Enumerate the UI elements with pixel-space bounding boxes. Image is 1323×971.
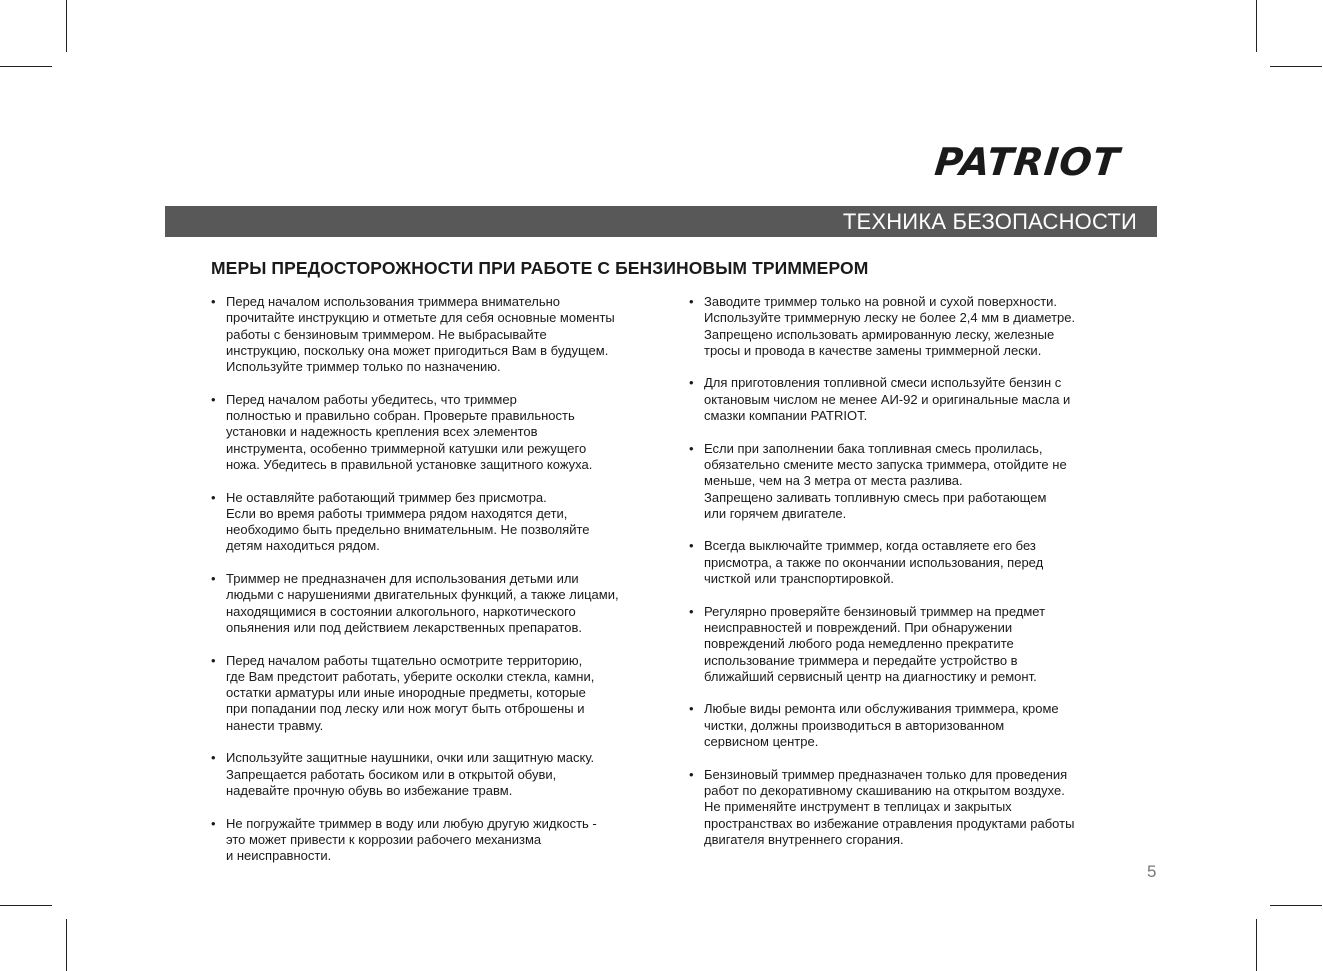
- list-item-text-line: Если при заполнении бака топливная смесь пролилась,: [704, 440, 1043, 456]
- list-item-text-line: опьянения или под действием лекарственных препаратов.: [226, 619, 582, 635]
- list-item-text-line: октановым числом не менее АИ-92 и оригинальные масла и: [704, 391, 1071, 407]
- list-item-text-line: остатки арматуры или иные инородные предметы, которые: [226, 685, 586, 701]
- list-item-text-line: Если во время работы триммера рядом находятся дети,: [226, 505, 568, 521]
- safety-list-item: [211, 816, 661, 865]
- list-item-text-line: тросы и провода в качестве замены триммерной лески.: [704, 342, 1042, 358]
- list-item-text-line: нанести травму.: [226, 717, 324, 733]
- safety-list-item: [211, 490, 661, 555]
- bullet-icon: •: [211, 294, 216, 309]
- bullet-icon: •: [689, 701, 694, 717]
- safety-list-item: [211, 294, 661, 375]
- list-item-text-line: ножа. Убедитесь в правильной установке защитного кожуха.: [226, 456, 593, 472]
- safety-list-item: [689, 294, 1119, 359]
- bullet-icon: •: [689, 538, 694, 554]
- crop-mark: [1270, 66, 1322, 67]
- page-heading: МЕРЫ ПРЕДОСТОРОЖНОСТИ ПРИ РАБОТЕ С БЕНЗИНОВЫМ ТРИММЕРОМ: [211, 258, 869, 278]
- list-item-text-line: необходимо быть предельно внимательным. Не позволяйте: [226, 522, 590, 538]
- list-item-text-line: ближайший сервисный центр на диагностику и ремонт.: [704, 668, 1037, 684]
- list-item-text-line: Всегда выключайте триммер, когда оставляете его без: [704, 538, 1036, 554]
- list-item-text-line: чисткой или транспортировкой.: [704, 571, 894, 587]
- bullet-icon: •: [211, 652, 216, 668]
- list-item-text-line: Заводите триммер только на ровной и сухой поверхности.: [704, 294, 1058, 309]
- list-item-text-line: Триммер не предназначен для использования детьми или: [226, 571, 579, 587]
- list-item-text-line: двигателя внутреннего сгорания.: [704, 831, 904, 847]
- bullet-icon: •: [689, 766, 694, 782]
- list-item-text-line: находящимися в состоянии алкогольного, наркотического: [226, 603, 576, 619]
- crop-mark: [0, 66, 52, 67]
- list-item-text-line: Перед началом использования триммера внимательно: [226, 294, 561, 309]
- list-item-text-line: полностью и правильно собран. Проверьте правильность: [226, 408, 575, 424]
- safety-list-item: [689, 767, 1119, 848]
- bullet-icon: •: [211, 489, 216, 505]
- list-item-text-line: Запрещено заливать топливную смесь при работающем: [704, 489, 1047, 505]
- list-item-text-line: работ по декоративному скашиванию на открытом воздухе.: [704, 782, 1065, 798]
- crop-mark: [1270, 905, 1322, 906]
- list-item-text-line: инструкцию, поскольку она может пригодиться Вам в будущем.: [226, 342, 609, 358]
- list-item-text-line: чистки, должны производиться в авторизованном: [704, 717, 1005, 733]
- list-item-text-line: Для приготовления топливной смеси используйте бензин с: [704, 375, 1062, 391]
- crop-mark: [1256, 0, 1257, 52]
- list-item-text-line: сервисном центре.: [704, 734, 819, 750]
- list-item-text-line: присмотра, а также по окончании использования, перед: [704, 554, 1044, 570]
- bullet-icon: •: [211, 750, 216, 766]
- bullet-icon: •: [689, 375, 694, 391]
- list-item-text-line: неисправностей и повреждений. При обнаружении: [704, 619, 1013, 635]
- list-item-text-line: работы с бензиновым триммером. Не выбрасывайте: [226, 326, 547, 342]
- list-item-text-line: Регулярно проверяйте бензиновый триммер на предмет: [704, 603, 1046, 619]
- list-item-text-line: Любые виды ремонта или обслуживания триммера, кроме: [704, 701, 1059, 717]
- bullet-icon: •: [211, 391, 216, 407]
- list-item-text-line: Бензиновый триммер предназначен только для проведения: [704, 766, 1068, 782]
- list-item-text-line: установки и надежность крепления всех элементов: [226, 424, 538, 440]
- list-item-text-line: Перед началом работы тщательно осмотрите территорию,: [226, 652, 583, 668]
- bullet-icon: •: [211, 815, 216, 831]
- crop-mark: [66, 0, 67, 52]
- safety-list-item: [211, 653, 661, 734]
- list-item-text-line: надевайте прочную обувь во избежание травм.: [226, 782, 513, 798]
- list-item-text-line: меньше, чем на 3 метра от места разлива.: [704, 473, 963, 489]
- bullet-icon: •: [211, 571, 216, 587]
- list-item-text-line: Используйте триммер только по назначению.: [226, 359, 501, 375]
- page-number: 5: [1147, 862, 1157, 881]
- safety-list-item: [689, 375, 1119, 424]
- brand-logo: PATRIOT: [933, 140, 1123, 184]
- crop-mark: [1256, 919, 1257, 971]
- list-item-text-line: и неисправности.: [226, 848, 332, 864]
- list-item-text-line: это может привести к коррозии рабочего механизма: [226, 831, 542, 847]
- safety-list-item: [689, 604, 1119, 685]
- crop-mark: [66, 919, 67, 971]
- list-item-text-line: Используйте защитные наушники, очки или защитную маску.: [226, 750, 595, 766]
- list-item-text-line: Используйте триммерную леску не более 2,4 мм в диаметре.: [704, 310, 1076, 326]
- bullet-icon: •: [689, 440, 694, 456]
- list-item-text-line: повреждений любого рода немедленно прекратите: [704, 636, 1014, 652]
- list-item-text-line: людьми с нарушениями двигательных функций, а также лицами,: [226, 587, 619, 603]
- safety-list-item: [689, 701, 1119, 750]
- safety-list-item: [211, 750, 661, 799]
- safety-list-item: [689, 441, 1119, 522]
- crop-mark: [0, 905, 52, 906]
- list-item-text-line: Не погружайте триммер в воду или любую другую жидкость -: [226, 815, 597, 831]
- list-item-text-line: инструмента, особенно триммерной катушки или режущего: [226, 440, 587, 456]
- list-item-text-line: Не применяйте инструмент в теплицах и закрытых: [704, 799, 1012, 815]
- bullet-icon: •: [689, 294, 694, 309]
- list-item-text-line: Запрещается работать босиком или в открытой обуви,: [226, 766, 557, 782]
- left-column: [211, 294, 661, 881]
- list-item-text-line: Перед началом работы убедитесь, что триммер: [226, 391, 517, 407]
- list-item-text-line: обязательно смените место запуска триммера, отойдите не: [704, 456, 1067, 472]
- bullet-icon: •: [689, 603, 694, 619]
- list-item-text-line: смазки компании PATRIOT.: [704, 408, 868, 424]
- list-item-text-line: детям находиться рядом.: [226, 538, 380, 554]
- list-item-text-line: пространствах во избежание отравления продуктами работы: [704, 815, 1075, 831]
- safety-list-item: [689, 538, 1119, 587]
- list-item-text-line: прочитайте инструкцию и отметьте для себя основные моменты: [226, 310, 615, 326]
- section-title: ТЕХНИКА БЕЗОПАСНОСТИ: [842, 209, 1137, 234]
- list-item-text-line: Запрещено использовать армированную леску, железные: [704, 326, 1055, 342]
- safety-list-item: [211, 571, 661, 636]
- right-column: [689, 294, 1119, 864]
- list-item-text-line: или горячем двигателе.: [704, 505, 847, 521]
- safety-list-item: [211, 392, 661, 473]
- list-item-text-line: при попадании под леску или нож могут быть отброшены и: [226, 701, 585, 717]
- list-item-text-line: использование триммера и передайте устройство в: [704, 652, 1018, 668]
- list-item-text-line: Не оставляйте работающий триммер без присмотра.: [226, 489, 547, 505]
- section-header-bar: [165, 206, 1157, 237]
- list-item-text-line: где Вам предстоит работать, уберите осколки стекла, камни,: [226, 668, 595, 684]
